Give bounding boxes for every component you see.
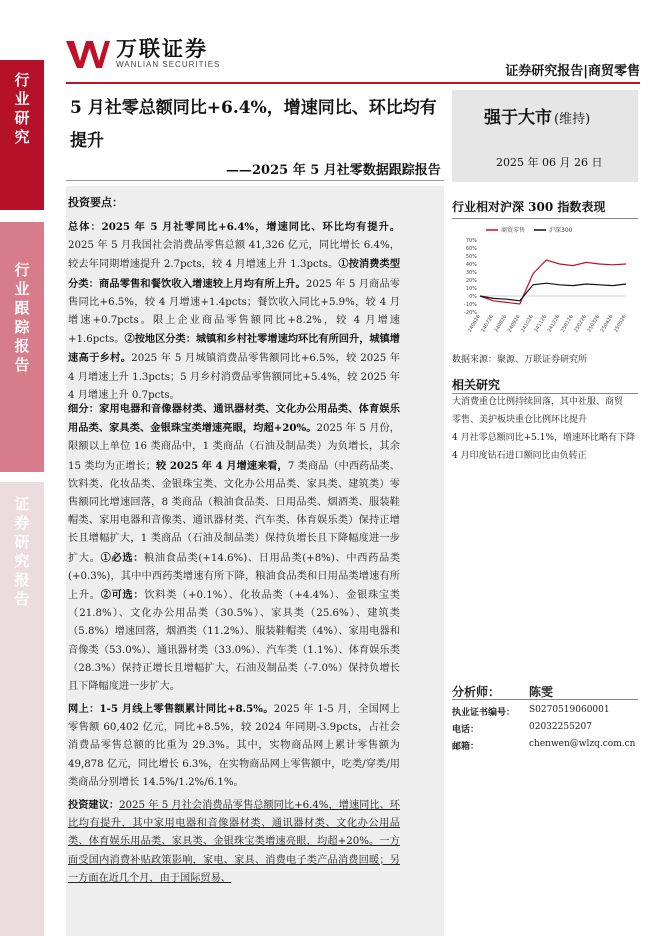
x-tick-label: 241026 <box>520 314 535 334</box>
y-tick-label: -10% <box>464 302 477 308</box>
x-tick-label: 241226 <box>546 314 562 334</box>
side-tab-securities-report: 证券研究报告 <box>0 482 44 936</box>
side-tab-tracking-report: 行业跟踪报告 <box>0 222 44 472</box>
cert-value: S0270519060001 <box>529 705 610 715</box>
y-tick-label: 30% <box>465 270 477 276</box>
header-divider <box>66 82 640 84</box>
x-tick-label: 250426 <box>599 314 615 334</box>
y-tick-label: 10% <box>465 286 477 292</box>
chart-svg <box>456 224 638 344</box>
report-date: 2025 年 06 月 26 日 <box>496 156 603 169</box>
paragraph-segments: 细分：家用电器和音像器材类、通讯器材类、文化办公用品类、体育娱乐用品类、家具类、金银珠宝类增速亮眼，均超+20%。2025 年 5 月份，限额以上单位 16 类商品中，1 类商品（石油及制品类）为负增长，其余 15 类均为正增长；较 2025 年 4 月增速来看，7 类商品（中西药品类、饮料类、化妆品类、金银珠宝类、文化办公用品类、家具类、建筑类）零售额同比增速回落，8 类商品（粮油食品类、日用品类、烟酒类、服装鞋帽类、家用电器和音像类、通讯器材类、汽车类、体育娱乐类）保持正增长且增幅扩大，1 类商品（石油及制品类）保持负增长且下降幅度进一步扩大。①必选：粮油食品类(+14.6%)、日用品类(+8%)、中西药品类(+0.3%)，其中中西药类增速有所下降，粮油食品类和日用品类增速有所上升。②可选：饮料类（+0.1%）、化妆品类（+4.4%）、金银珠宝类（21.8%）、文化办公用品类（30.5%）、家具类（25.6%）、建筑类（5.8%）增速回落，烟酒类（11.2%）、服装鞋帽类（4%）、家用电器和音像类（53.0%）、通讯器材类（33.0%）、汽车类（1.1%）、体育娱乐类（28.3%）保持正增长且增幅扩大，石油及制品类（-7.0%）保持负增长且下降幅度进一步扩大。 <box>68 403 401 693</box>
y-tick-label: 40% <box>465 262 477 268</box>
x-tick-label: 240726 <box>480 314 496 334</box>
x-tick-label: 240926 <box>506 314 522 334</box>
rating-label: 强于大市 (维持) <box>484 108 591 128</box>
related-item[interactable]: 零售、美护板块重仓比例环比提升 <box>452 415 588 425</box>
chart-source: 数据来源：聚源、万联证券研究所 <box>452 355 588 365</box>
side-tab-industry-research: 行业研究 <box>0 60 44 210</box>
email-value[interactable]: chenwen@wlzq.com.cn <box>529 739 636 749</box>
legend-label: 商贸零售 <box>501 227 526 234</box>
company-logo <box>66 36 220 72</box>
series-line-1 <box>480 283 626 301</box>
related-research-title: 相关研究 <box>452 378 501 392</box>
report-title: 5 月社零总额同比+6.4%，增速同比、环比均有提升 <box>70 98 437 151</box>
y-tick-label: 70% <box>465 238 477 244</box>
x-tick-label: 250226 <box>573 314 588 334</box>
series-line-0 <box>480 260 626 304</box>
relative-performance-chart <box>456 224 638 344</box>
y-tick-label: 50% <box>465 254 477 260</box>
x-tick-label: 241126 <box>533 314 549 334</box>
x-tick-label: 250326 <box>586 314 602 334</box>
paragraph-investment-advice: 投资建议：2025 年 5 月社会消费品零售总额同比+6.4%，增速同比、环比均有提升，其中家用电器和音像器材类、通讯器材类、文化办公用品类、体育娱乐用品类、家具类、金银珠宝类增速亮眼，均超+20%。一方面受国内消费补贴政策影响，家电、家具、消费电子类产品消费回暖；另一方面在近几个月，由于国际贸易、 <box>68 799 400 884</box>
related-item[interactable]: 4 月社零总额同比+5.1%，增速环比略有下降 <box>452 433 635 443</box>
phone-value: 02032255207 <box>529 722 592 732</box>
document-type: 证券研究报告|商贸零售 <box>505 64 640 79</box>
email-label: 邮箱： <box>452 742 480 752</box>
y-tick-label: 60% <box>465 246 477 252</box>
x-tick-label: 240626 <box>466 314 482 334</box>
section-title-key-points: 投资要点： <box>68 196 123 209</box>
rating-status: (维持) <box>554 112 591 127</box>
phone-label: 电话： <box>452 725 480 735</box>
logo-chinese-name: 万联证券 <box>116 37 208 61</box>
x-tick-label: 240826 <box>493 314 509 334</box>
rating-box <box>452 90 638 182</box>
analyst-divider <box>452 699 638 700</box>
x-tick-label: 250526 <box>612 314 628 334</box>
x-tick-label: 250126 <box>559 314 575 334</box>
report-subtitle: ——2025 年 5 月社零数据跟踪报告 <box>226 163 441 178</box>
legend-label: 沪深300 <box>549 227 573 234</box>
wanlian-logo-icon <box>66 39 110 69</box>
y-tick-label: -20% <box>464 310 477 316</box>
chart-title: 行业相对沪深 300 指数表现 <box>452 200 606 214</box>
related-item[interactable]: 4 月印度钻石进口额同比由负转正 <box>452 451 587 461</box>
title-divider <box>66 180 444 181</box>
y-tick-label: 20% <box>465 278 477 284</box>
analyst-label: 分析师： <box>452 685 501 699</box>
related-item[interactable]: 大消费重仓比例持续回落，其中社服、商贸 <box>452 397 624 407</box>
paragraph-online: 网上：1-5 月线上零售额累计同比+8.5%。2025 年 1-5 月，全国网上零售额 60,402 亿元，同比+8.5%，较 2024 年同期-3.9pcts，占社会消费品零售总额的比重为 29.3%。其中，实物商品网上累计零售额为 49,878 亿元，同比增长 6.3%，在实物商品网上零售额中，吃类/穿类/用类商品分别增长 14.5%/1.2%/6.1%。 <box>68 703 401 788</box>
chart-title-divider <box>452 218 638 219</box>
logo-english-name: WANLIAN SECURITIES <box>116 60 221 69</box>
paragraph-overall: 总体：2025 年 5 月社零同比+6.4%，增速同比、环比均有提升。2025 年 5 月我国社会消费品零售总额 41,326 亿元，同比增长 6.4%，较去年同期增速提升 2.7pcts，较 4 月增速上升 1.3pcts。①按消费类型分类：商品零售和餐饮收入增速较上月均有所上升。2025 年 5 月商品零售同比+6.5%，较 4 月增速+1.4pcts；餐饮收入同比+5.9%，较 4 月增速+0.7pcts。限上企业商品零售额同比+8.2%，较 4 月增速+1.6pcts。②按地区分类：城镇和乡村社零增速均环比有所回升，城镇增速高于乡村。2025 年 5 月城镇消费品零售额同比+6.5%，较 2025 年 4 月增速上升 1.3pcts；5 月乡村消费品零售额同比+5.4%，较 2025 年 4 月增速上升 0.7pcts。 <box>68 221 401 401</box>
analyst-name: 陈雯 <box>529 685 554 699</box>
y-tick-label: 0% <box>469 294 477 300</box>
cert-label: 执业证书编号： <box>452 708 516 718</box>
